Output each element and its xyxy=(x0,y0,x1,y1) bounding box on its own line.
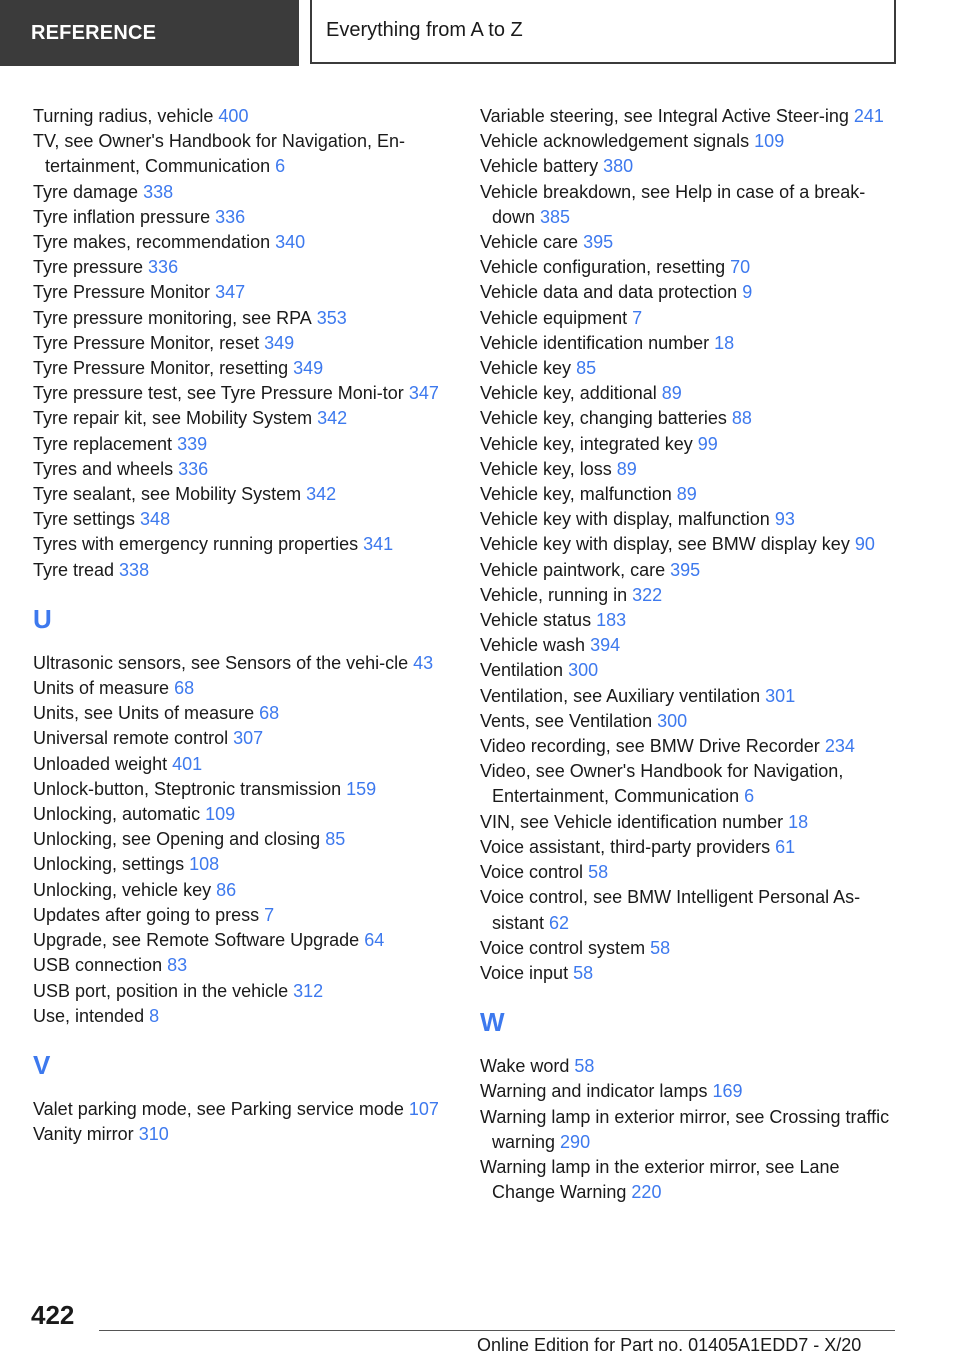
index-entry-text: Vehicle key, integrated key xyxy=(480,433,693,454)
index-entry-text: Vanity mirror xyxy=(33,1124,134,1145)
index-entry-text: Vehicle acknowledgement signals xyxy=(480,131,750,152)
section-tab: REFERENCE xyxy=(0,0,299,66)
index-column-left xyxy=(33,104,443,1147)
index-entry-text: Vents, see Ventilation xyxy=(480,710,653,731)
index-entry-page-link[interactable]: 7 xyxy=(632,307,643,328)
index-entry-text: Vehicle breakdown, see Help in case of a break-down xyxy=(480,181,866,227)
index-entry xyxy=(33,129,443,179)
index-entry xyxy=(480,432,900,457)
index-entry-page-link[interactable]: 300 xyxy=(568,660,599,681)
index-entry-page-link[interactable]: 322 xyxy=(632,584,663,605)
index-entry xyxy=(480,709,900,734)
index-entry-page-link[interactable]: 58 xyxy=(588,862,609,883)
index-entry xyxy=(33,676,443,701)
index-entry-page-link[interactable]: 85 xyxy=(576,358,597,379)
index-entry xyxy=(33,104,443,129)
index-entry-page-link[interactable]: 99 xyxy=(697,433,718,454)
index-entry-page-link[interactable]: 68 xyxy=(259,703,280,724)
index-entry-text: Tyre settings xyxy=(33,509,136,530)
index-entry-text: Vehicle paintwork, care xyxy=(480,559,666,580)
index-entry xyxy=(33,255,443,280)
index-entry-text: Tyre makes, recommendation xyxy=(33,232,271,253)
index-entry xyxy=(33,726,443,751)
index-entry-text: Upgrade, see Remote Software Upgrade xyxy=(33,930,360,951)
index-entry xyxy=(33,878,443,903)
index-entry-text: Vehicle key, additional xyxy=(480,383,657,404)
index-entry xyxy=(480,936,900,961)
index-entry-page-link[interactable]: 401 xyxy=(172,753,203,774)
index-entry-page-link[interactable]: 58 xyxy=(574,1056,595,1077)
index-entry-text: Voice control system xyxy=(480,937,646,958)
index-entry-text: Updates after going to press xyxy=(33,904,260,925)
index-entry-text: Tyre pressure xyxy=(33,257,144,278)
index-entry xyxy=(33,802,443,827)
index-entry-text: Units, see Units of measure xyxy=(33,703,255,724)
index-entry-page-link[interactable]: 64 xyxy=(364,930,385,951)
index-entry xyxy=(480,558,900,583)
index-entry xyxy=(33,777,443,802)
index-entry-text: Tyre Pressure Monitor, resetting xyxy=(33,358,289,379)
index-entry xyxy=(33,1122,443,1147)
index-entry-text: Tyre Pressure Monitor xyxy=(33,282,211,303)
index-entry-text: Vehicle battery xyxy=(480,156,599,177)
index-entry xyxy=(33,558,443,583)
index-entry-text: Vehicle key, malfunction xyxy=(480,484,672,505)
index-entry-page-link[interactable]: 234 xyxy=(824,736,855,757)
index-entry xyxy=(33,979,443,1004)
index-entry-page-link[interactable]: 6 xyxy=(275,156,286,177)
index-entry-page-link[interactable]: 89 xyxy=(661,383,682,404)
index-entry-text: Units of measure xyxy=(33,678,170,699)
index-entry xyxy=(480,406,900,431)
index-entry-text: Video recording, see BMW Drive Recorder xyxy=(480,736,820,757)
index-entry-page-link[interactable]: 241 xyxy=(853,106,884,126)
index-entry-page-link[interactable]: 8 xyxy=(149,1005,160,1026)
index-entry xyxy=(480,885,900,935)
index-entry-text: Vehicle key with display, malfunction xyxy=(480,509,770,530)
index-entry-page-link[interactable]: 70 xyxy=(730,257,751,278)
index-entry xyxy=(33,507,443,532)
page-header xyxy=(0,0,960,66)
index-entry xyxy=(33,331,443,356)
index-entry-text: Tyre damage xyxy=(33,181,139,202)
index-entry-page-link[interactable]: 93 xyxy=(774,509,795,530)
index-entry-page-link[interactable]: 348 xyxy=(140,509,171,530)
index-entry-page-link[interactable]: 336 xyxy=(215,206,246,227)
index-entry-page-link[interactable]: 380 xyxy=(603,156,634,177)
index-entry-text: Vehicle data and data protection xyxy=(480,282,738,303)
index-entry-page-link[interactable]: 395 xyxy=(670,559,701,580)
index-entry-text: Tyre inflation pressure xyxy=(33,206,211,227)
index-entry-text: Vehicle key with display, see BMW display key xyxy=(480,534,850,555)
index-entry-page-link[interactable]: 183 xyxy=(596,610,627,631)
index-entry xyxy=(480,608,900,633)
footer-edition: Online Edition for Part no. 01405A1EDD7 - X/20 xyxy=(477,1335,862,1355)
index-entry-text: Unloaded weight xyxy=(33,753,168,774)
index-entry-text: Vehicle, running in xyxy=(480,584,628,605)
index-entry-page-link[interactable]: 108 xyxy=(189,854,220,875)
index-group-v-continued xyxy=(480,104,900,986)
index-entry-text: Vehicle care xyxy=(480,232,579,253)
index-entry xyxy=(480,356,900,381)
index-entry xyxy=(480,759,900,809)
index-entry-page-link[interactable]: 347 xyxy=(215,282,246,303)
index-entry-text: Vehicle equipment xyxy=(480,307,628,328)
index-entry-text: Tyre repair kit, see Mobility System xyxy=(33,408,313,429)
index-entry-text: Voice assistant, third-party providers xyxy=(480,836,771,857)
index-entry xyxy=(480,1155,900,1205)
index-entry-text: Ventilation xyxy=(480,660,564,681)
index-entry xyxy=(480,280,900,305)
index-entry xyxy=(33,651,443,676)
index-entry xyxy=(33,230,443,255)
index-entry-page-link[interactable]: 7 xyxy=(264,904,275,925)
index-entry-page-link[interactable]: 342 xyxy=(306,484,337,505)
footer-divider xyxy=(99,1330,895,1331)
index-entry-text: Warning lamp in the exterior mirror, see Lane Change Warning xyxy=(480,1156,840,1203)
index-entry xyxy=(480,482,900,507)
index-entry-page-link[interactable]: 58 xyxy=(650,937,671,958)
index-entry xyxy=(480,835,900,860)
page-title: Everything from A to Z xyxy=(310,0,896,64)
index-entry-page-link[interactable]: 61 xyxy=(775,836,796,857)
index-entry-text: Tyre tread xyxy=(33,559,115,580)
index-entry xyxy=(33,180,443,205)
index-entry-page-link[interactable]: 62 xyxy=(549,912,570,933)
index-entry-text: Tyre pressure test, see Tyre Pressure Moni-tor xyxy=(33,383,404,404)
index-entry xyxy=(33,1097,443,1122)
index-entry xyxy=(33,827,443,852)
index-entry-page-link[interactable]: 341 xyxy=(363,534,394,555)
index-entry-text: Unlocking, settings xyxy=(33,854,185,875)
index-entry-page-link[interactable]: 349 xyxy=(293,358,324,379)
index-entry-text: Universal remote control xyxy=(33,728,229,749)
index-entry-page-link[interactable]: 336 xyxy=(178,458,209,479)
index-entry-page-link[interactable]: 159 xyxy=(346,778,377,799)
index-group-v xyxy=(33,1097,443,1147)
index-entry xyxy=(33,701,443,726)
index-entry-page-link[interactable]: 68 xyxy=(174,678,195,699)
index-entry-text: Tyre Pressure Monitor, reset xyxy=(33,332,260,353)
index-entry-text: Unlocking, automatic xyxy=(33,804,201,825)
index-entry-text: Vehicle key, changing batteries xyxy=(480,408,727,429)
index-entry-text: Tyres with emergency running properties xyxy=(33,534,359,555)
index-entry xyxy=(33,953,443,978)
index-entry xyxy=(480,381,900,406)
index-entry-text: Valet parking mode, see Parking service mode xyxy=(33,1098,404,1119)
index-entry xyxy=(33,356,443,381)
index-entry xyxy=(33,928,443,953)
index-entry xyxy=(480,1105,900,1155)
index-entry-page-link[interactable]: 394 xyxy=(590,635,621,656)
index-entry-text: Vehicle status xyxy=(480,610,592,631)
index-entry-text: Vehicle key, loss xyxy=(480,458,612,479)
index-entry xyxy=(480,658,900,683)
index-entry xyxy=(480,1054,900,1079)
index-entry-page-link[interactable]: 347 xyxy=(408,383,439,404)
index-entry-text: Warning and indicator lamps xyxy=(480,1081,708,1102)
index-entry-page-link[interactable]: 18 xyxy=(788,811,809,832)
index-entry-text: Voice input xyxy=(480,962,569,983)
index-entry-page-link[interactable]: 336 xyxy=(148,257,179,278)
index-entry-page-link[interactable]: 385 xyxy=(540,206,571,227)
index-entry xyxy=(480,129,900,154)
index-entry-text: Unlocking, see Opening and closing xyxy=(33,829,321,850)
index-entry xyxy=(33,306,443,331)
index-entry xyxy=(33,752,443,777)
index-entry xyxy=(33,381,443,406)
index-entry xyxy=(480,810,900,835)
index-entry-page-link[interactable]: 220 xyxy=(631,1182,662,1203)
index-letter-w: W xyxy=(480,1007,505,1038)
index-entry xyxy=(480,860,900,885)
index-entry xyxy=(480,255,900,280)
index-entry-text: Video, see Owner's Handbook for Navigation, Entertainment, Communication xyxy=(480,761,844,807)
index-entry xyxy=(33,205,443,230)
index-letter-u: U xyxy=(33,603,52,634)
index-entry xyxy=(480,633,900,658)
index-entry-page-link[interactable]: 107 xyxy=(408,1098,439,1119)
index-entry-text: Voice control, see BMW Intelligent Personal As-sistant xyxy=(480,887,861,933)
index-entry-page-link[interactable]: 83 xyxy=(167,955,188,976)
index-entry xyxy=(480,306,900,331)
index-group-u xyxy=(33,651,443,1029)
index-entry-text: Tyres and wheels xyxy=(33,458,174,479)
index-entry-page-link[interactable]: 88 xyxy=(731,408,752,429)
index-entry xyxy=(33,903,443,928)
index-group-t xyxy=(33,104,443,583)
index-entry-text: Tyre pressure monitoring, see RPA xyxy=(33,307,312,328)
index-entry-page-link[interactable]: 400 xyxy=(218,106,249,126)
index-entry-page-link[interactable]: 300 xyxy=(657,710,688,731)
index-entry xyxy=(33,1004,443,1029)
index-entry-page-link[interactable]: 395 xyxy=(583,232,614,253)
index-entry xyxy=(33,280,443,305)
index-entry-text: Unlocking, vehicle key xyxy=(33,879,212,900)
index-entry-text: Use, intended xyxy=(33,1005,145,1026)
index-entry-page-link[interactable]: 312 xyxy=(293,980,324,1001)
index-entry-page-link[interactable]: 86 xyxy=(216,879,237,900)
index-entry xyxy=(33,532,443,557)
index-entry xyxy=(480,154,900,179)
index-entry-page-link[interactable]: 310 xyxy=(138,1124,169,1145)
index-entry-page-link[interactable]: 340 xyxy=(275,232,306,253)
index-entry xyxy=(480,684,900,709)
index-entry xyxy=(480,961,900,986)
index-entry-page-link[interactable]: 9 xyxy=(742,282,753,303)
index-entry-page-link[interactable]: 338 xyxy=(119,559,150,580)
index-entry-page-link[interactable]: 109 xyxy=(754,131,785,152)
index-entry-page-link[interactable]: 6 xyxy=(744,786,755,807)
index-entry xyxy=(480,230,900,255)
index-column-right xyxy=(480,104,900,1205)
index-entry-page-link[interactable]: 89 xyxy=(616,458,637,479)
index-entry xyxy=(480,457,900,482)
index-entry xyxy=(480,734,900,759)
index-entry-text: Warning lamp in exterior mirror, see Crossing traffic warning xyxy=(480,1106,890,1152)
index-entry-page-link[interactable]: 353 xyxy=(316,307,347,328)
index-entry-text: Vehicle key xyxy=(480,358,572,379)
index-entry-page-link[interactable]: 349 xyxy=(264,332,295,353)
index-entry-page-link[interactable]: 43 xyxy=(413,652,434,673)
index-entry-page-link[interactable]: 338 xyxy=(143,181,174,202)
index-entry-page-link[interactable]: 109 xyxy=(205,804,236,825)
index-entry-page-link[interactable]: 307 xyxy=(233,728,264,749)
index-entry-page-link[interactable]: 18 xyxy=(714,332,735,353)
index-entry-text: USB port, position in the vehicle xyxy=(33,980,289,1001)
index-entry-text: Vehicle configuration, resetting xyxy=(480,257,726,278)
index-entry xyxy=(33,852,443,877)
index-entry-text: USB connection xyxy=(33,955,163,976)
index-entry-page-link[interactable]: 85 xyxy=(325,829,346,850)
index-entry-text: Tyre replacement xyxy=(33,433,173,454)
index-entry xyxy=(33,482,443,507)
index-entry-text: Unlock-button, Steptronic transmission xyxy=(33,778,342,799)
index-entry-page-link[interactable]: 90 xyxy=(854,534,875,555)
index-entry xyxy=(480,583,900,608)
index-entry-page-link[interactable]: 342 xyxy=(317,408,348,429)
index-entry xyxy=(480,507,900,532)
index-entry-text: Turning radius, vehicle xyxy=(33,106,214,126)
index-entry xyxy=(480,532,900,557)
index-entry-text: Vehicle wash xyxy=(480,635,586,656)
index-entry-text: TV, see Owner's Handbook for Navigation, En-tertainment, Communication xyxy=(33,131,405,177)
index-entry-text: Tyre sealant, see Mobility System xyxy=(33,484,302,505)
index-entry-text: Variable steering, see Integral Active Steer-ing xyxy=(480,106,849,126)
index-entry-text: VIN, see Vehicle identification number xyxy=(480,811,784,832)
page-number: 422 xyxy=(31,1300,75,1330)
index-entry-page-link[interactable]: 290 xyxy=(560,1131,591,1152)
index-entry xyxy=(33,432,443,457)
index-entry-page-link[interactable]: 339 xyxy=(177,433,208,454)
index-entry xyxy=(33,406,443,431)
index-group-w xyxy=(480,1054,900,1205)
index-entry-text: Ultrasonic sensors, see Sensors of the vehi-cle xyxy=(33,652,409,673)
index-entry-page-link[interactable]: 89 xyxy=(676,484,697,505)
index-entry xyxy=(480,180,900,230)
index-entry-text: Voice control xyxy=(480,862,584,883)
index-entry xyxy=(480,104,900,129)
index-entry-page-link[interactable]: 169 xyxy=(712,1081,743,1102)
index-entry-page-link[interactable]: 58 xyxy=(573,962,594,983)
index-entry-text: Vehicle identification number xyxy=(480,332,710,353)
index-entry xyxy=(33,457,443,482)
index-entry xyxy=(480,331,900,356)
index-entry xyxy=(480,1079,900,1104)
index-entry-text: Wake word xyxy=(480,1056,570,1077)
index-letter-v: V xyxy=(33,1049,51,1080)
index-entry-page-link[interactable]: 301 xyxy=(765,685,796,706)
index-entry-text: Ventilation, see Auxiliary ventilation xyxy=(480,685,761,706)
